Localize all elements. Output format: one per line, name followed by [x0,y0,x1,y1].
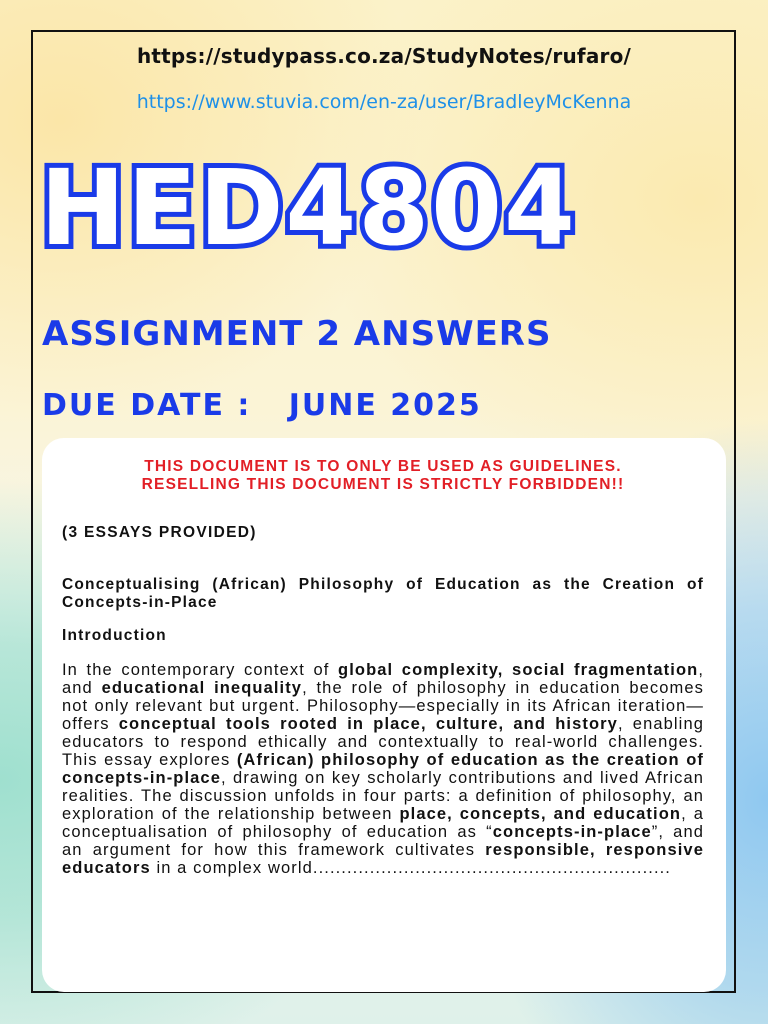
usage-warning [62,458,704,494]
intro-text-run: , drawing on key scholarly contributions and lived African realities. The discussion unfolds in four parts: a definition of philosophy, an exploration of the relationship between [62,769,704,823]
warning-line-2: RESELLING THIS DOCUMENT IS STRICTLY FORBIDDEN!! [141,476,625,493]
intro-heading: Introduction [62,627,167,644]
warning-line-1: THIS DOCUMENT IS TO ONLY BE USED AS GUIDELINES. [144,458,622,475]
intro-emphasis: educational inequality [101,679,303,697]
intro-text-run: , enabling educators to respond ethically and contextually to real-world challenges. This essay explores [62,715,704,769]
stuvia-url[interactable]: https://www.stuvia.com/en-za/user/BradleyMcKenna [136,91,632,113]
course-code: HED4804 [40,147,577,269]
intro-emphasis: conceptual tools rooted in place, culture, and history [118,715,618,733]
intro-emphasis: global complexity, social fragmentation [338,661,699,679]
intro-emphasis: place, concepts, and education [399,805,682,823]
intro-emphasis: (African) philosophy of education as the creation of concepts-in-place [62,751,704,787]
content-card [42,438,726,992]
intro-text-run: In the contemporary context of [62,661,339,679]
intro-text-run: ”, and an argument for how this framework cultivates [62,823,704,859]
intro-emphasis: responsible, responsive educators [62,841,704,877]
intro-text-run: , a conceptualisation of philosophy of education as “ [62,805,704,841]
intro-text-run: , and [62,661,704,697]
intro-text-run: , the role of philosophy in education becomes not only relevant but urgent. Philosophy—especially in its African iteration—offers [62,679,705,733]
intro-text-run: in a complex world............................................................... [150,859,671,877]
intro-emphasis: concepts-in-place [492,823,652,841]
intro-paragraph [62,661,704,877]
studypass-url[interactable]: https://studypass.co.za/StudyNotes/rufaro/ [136,44,632,68]
essay-title: Conceptualising (African) Philosophy of Education as the Creation of Concepts-in-Place [62,576,704,611]
due-date: DUE DATE : JUNE 2025 [42,388,482,423]
assignment-title: ASSIGNMENT 2 ANSWERS [42,314,552,354]
essays-note: (3 ESSAYS PROVIDED) [62,524,257,541]
